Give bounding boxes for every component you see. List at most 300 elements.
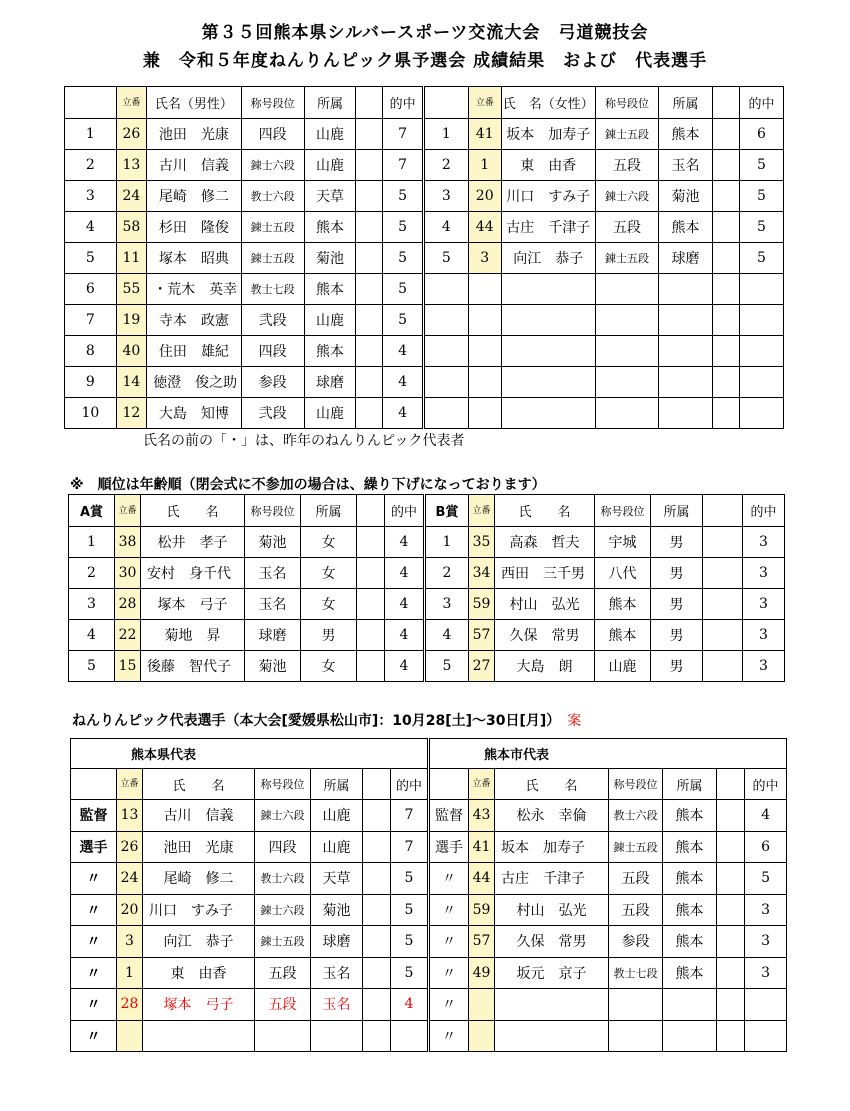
blank-cell (363, 1020, 391, 1052)
grade-cell: 錬士六段 (255, 894, 311, 926)
grade-cell: 弐段 (241, 305, 304, 336)
grade-cell: 五段 (255, 957, 311, 989)
table-row (71, 831, 787, 863)
number-cell: 40 (116, 336, 146, 367)
blank-cell (357, 589, 385, 620)
hits-cell: 3 (743, 651, 785, 682)
blank-cell (740, 336, 784, 367)
grade-cell: 錬士五段 (241, 212, 304, 243)
table-row (69, 527, 785, 558)
number-cell: 34 (469, 558, 495, 589)
blank-cell (713, 305, 740, 336)
name-cell: 坂本 加寿子 (495, 831, 609, 863)
hits-cell: 3 (743, 620, 785, 651)
role-cell: 監督 (429, 800, 469, 832)
number-cell: 3 (468, 243, 501, 274)
rank-cell: 3 (423, 181, 468, 212)
name-cell: 徳澄 俊之助 (147, 367, 242, 398)
table-row (71, 1020, 787, 1052)
rank-cell: 7 (65, 305, 117, 336)
rank-cell: 6 (65, 274, 117, 305)
name-cell: ・荒木 英幸 (147, 274, 242, 305)
grade-cell: 教士六段 (241, 181, 304, 212)
number-cell: 35 (469, 527, 495, 558)
grade-cell: 四段 (241, 336, 304, 367)
blank-cell (356, 398, 383, 429)
col-name-female: 氏 名（女性） (501, 87, 596, 119)
rank-cell: 4 (65, 212, 117, 243)
hits-cell: 7 (391, 800, 429, 832)
hits-cell: 5 (383, 305, 424, 336)
table-row (71, 863, 787, 895)
name-cell: 尾崎 修二 (143, 863, 255, 895)
role-cell: 選手 (71, 831, 117, 863)
number-cell: 11 (116, 243, 146, 274)
name-cell: 西田 三千男 (495, 558, 595, 589)
a-prize-label: A賞 (69, 495, 115, 527)
number-cell: 57 (469, 926, 495, 958)
blank-cell (717, 863, 745, 895)
rank-cell: 9 (65, 367, 117, 398)
blank-cell (713, 336, 740, 367)
club-cell: 球磨 (311, 926, 363, 958)
gender-cell: 女 (301, 558, 357, 589)
role-cell: 〃 (71, 894, 117, 926)
blank-cell (713, 398, 740, 429)
name-cell: 村山 弘光 (495, 894, 609, 926)
col-name-male: 氏名（男性） (147, 87, 242, 119)
club-cell: 球磨 (304, 367, 356, 398)
blank-cell (356, 274, 383, 305)
name-cell: 住田 雄紀 (147, 336, 242, 367)
blank-cell (356, 150, 383, 181)
table-row (65, 398, 784, 429)
blank-cell (357, 620, 385, 651)
blank-cell (363, 863, 391, 895)
number-cell: 12 (116, 398, 146, 429)
col-no: 立番 (468, 87, 501, 119)
blank-cell (717, 894, 745, 926)
city-title: 熊本市代表 (429, 739, 787, 769)
blank-cell (659, 336, 713, 367)
blank-cell (423, 274, 468, 305)
number-cell: 57 (469, 620, 495, 651)
draft-mark: 案 (567, 713, 582, 729)
number-cell (117, 1020, 143, 1052)
col-grade: 称号段位 (241, 87, 304, 119)
number-cell: 28 (115, 589, 141, 620)
club-cell: 菊池 (245, 651, 301, 682)
number-cell: 38 (115, 527, 141, 558)
blank-cell (501, 367, 596, 398)
role-cell: 〃 (429, 1020, 469, 1052)
number-cell: 26 (116, 119, 146, 150)
blank-cell (713, 150, 740, 181)
table-row (65, 150, 784, 181)
club-cell: 熊本 (595, 589, 651, 620)
name-cell: 寺本 政憲 (147, 305, 242, 336)
role-cell: 〃 (71, 989, 117, 1021)
name-cell: 久保 常男 (495, 926, 609, 958)
number-cell: 58 (116, 212, 146, 243)
hits-cell: 4 (385, 527, 425, 558)
blank-cell (363, 831, 391, 863)
blank-cell (740, 398, 784, 429)
blank-cell (423, 305, 468, 336)
table-row (71, 989, 787, 1021)
club-cell: 玉名 (311, 957, 363, 989)
blank-cell (363, 989, 391, 1021)
hits-cell: 4 (745, 800, 787, 832)
blank-cell (363, 894, 391, 926)
blank-cell (423, 336, 468, 367)
hits-cell: 6 (745, 831, 787, 863)
blank-cell (468, 336, 501, 367)
blank-cell (717, 957, 745, 989)
number-cell: 44 (468, 212, 501, 243)
name-cell: 川口 すみ子 (501, 181, 596, 212)
club-cell: 熊本 (663, 894, 717, 926)
role-cell: 〃 (429, 926, 469, 958)
number-cell (469, 989, 495, 1021)
col-club: 所属 (659, 87, 713, 119)
club-cell: 玉名 (659, 150, 713, 181)
hits-cell: 4 (385, 651, 425, 682)
col-grade: 称号段位 (596, 87, 659, 119)
hits-cell: 4 (385, 620, 425, 651)
grade-cell: 五段 (609, 894, 663, 926)
table-row (69, 589, 785, 620)
name-cell (143, 1020, 255, 1052)
club-cell (663, 1020, 717, 1052)
hits-cell: 3 (745, 926, 787, 958)
club-cell: 山鹿 (311, 800, 363, 832)
club-cell: 球磨 (245, 620, 301, 651)
representatives-title: ねんりんピック代表選手（本大会[愛媛県松山市]：10月28[土]～30日[月]） 案 (72, 713, 582, 729)
hits-cell: 3 (743, 558, 785, 589)
grade-cell: 四段 (255, 831, 311, 863)
blank-cell (703, 527, 743, 558)
number-cell: 19 (116, 305, 146, 336)
name-cell: 古川 信義 (147, 150, 242, 181)
rank-cell: 2 (423, 150, 468, 181)
grade-cell: 錬士五段 (609, 831, 663, 863)
number-cell: 59 (469, 589, 495, 620)
rank-cell: 2 (65, 150, 117, 181)
gender-cell: 女 (301, 527, 357, 558)
rank-cell: 2 (425, 558, 469, 589)
rank-cell: 1 (69, 527, 115, 558)
club-cell: 菊池 (304, 243, 356, 274)
col-rank (65, 87, 117, 119)
name-cell: 古庄 千津子 (501, 212, 596, 243)
blank-cell (501, 398, 596, 429)
role-cell: 〃 (429, 894, 469, 926)
club-cell: 熊本 (659, 119, 713, 150)
hits-cell: 5 (740, 243, 784, 274)
blank-cell (596, 305, 659, 336)
blank-cell (659, 274, 713, 305)
rank-cell: 3 (69, 589, 115, 620)
rank-cell: 1 (423, 119, 468, 150)
blank-cell (357, 527, 385, 558)
club-cell: 熊本 (304, 274, 356, 305)
club-cell: 山鹿 (304, 150, 356, 181)
name-cell: 菊地 昇 (141, 620, 245, 651)
grade-cell: 教士六段 (609, 800, 663, 832)
club-cell: 熊本 (663, 831, 717, 863)
table-row (65, 367, 784, 398)
blank-cell (501, 336, 596, 367)
grade-cell: 錬士五段 (596, 119, 659, 150)
hits-cell: 5 (740, 150, 784, 181)
blank-cell (356, 336, 383, 367)
number-cell: 28 (117, 989, 143, 1021)
name-cell: 塚本 弓子 (141, 589, 245, 620)
number-cell: 41 (468, 119, 501, 150)
club-cell: 菊池 (659, 181, 713, 212)
table-row (65, 336, 784, 367)
table-row (65, 274, 784, 305)
club-cell: 玉名 (245, 589, 301, 620)
name-cell: 安村 身千代 (141, 558, 245, 589)
name-cell: 大島 知博 (147, 398, 242, 429)
rank-cell: 4 (425, 620, 469, 651)
col-club: 所属 (304, 87, 356, 119)
grade-cell: 五段 (596, 150, 659, 181)
number-cell: 41 (469, 831, 495, 863)
name-cell: 後藤 智代子 (141, 651, 245, 682)
blank-cell (596, 367, 659, 398)
role-cell: 〃 (71, 957, 117, 989)
name-cell: 塚本 弓子 (143, 989, 255, 1021)
hits-cell: 4 (385, 589, 425, 620)
number-cell: 24 (116, 181, 146, 212)
table-row (69, 651, 785, 682)
rank-cell: 4 (69, 620, 115, 651)
club-cell: 宇城 (595, 527, 651, 558)
rank-cell: 5 (425, 651, 469, 682)
number-cell: 49 (469, 957, 495, 989)
role-cell: 〃 (71, 863, 117, 895)
rank-cell: 3 (425, 589, 469, 620)
club-cell: 山鹿 (304, 119, 356, 150)
blank-cell (468, 305, 501, 336)
name-cell: 東 由香 (501, 150, 596, 181)
gender-cell: 男 (651, 620, 703, 651)
representatives-table: 熊本県代表 熊本市代表 立番 氏 名 称号段位 所属 的中 立番 氏 名 称号段位 所属 的中 監督 13 古川 信義 錬士六段 山鹿 7 監督 43 松永 幸倫 教士六段 熊本 4 選手 26 池田 光康 四段 山鹿 7 選手 41 坂本 加寿子 錬士五段 熊本 6 〃 24 尾崎 修二 教士六段 天草 5 〃 44 古庄 千津子 五段 熊本 5 〃 20 川口 すみ子 錬士六段 菊池 5 〃 59 村山 弘光 五段 熊本 3 〃 3 向江 恭子 錬士五段 球磨 5 〃 57 久保 常男 参段 熊本 3 〃 1 東 由香 五段 玉名 5 〃 49 坂元 京子 教士七段 熊本 3 〃 28 塚本 弓子 五段 玉名 4 〃 〃 〃 (70, 738, 787, 1052)
rank-cell: 5 (69, 651, 115, 682)
number-cell: 13 (117, 800, 143, 832)
blank-cell (713, 119, 740, 150)
number-cell: 13 (116, 150, 146, 181)
blank-cell (356, 181, 383, 212)
table-row (65, 212, 784, 243)
blank-cell (356, 305, 383, 336)
name-cell: 松永 幸倫 (495, 800, 609, 832)
hits-cell (391, 1020, 429, 1052)
grade-cell: 錬士五段 (255, 926, 311, 958)
rank-cell: 1 (65, 119, 117, 150)
table-row (65, 243, 784, 274)
role-cell: 〃 (429, 957, 469, 989)
gender-cell: 男 (301, 620, 357, 651)
hits-cell: 4 (383, 336, 424, 367)
prize-table: A賞 立番 氏 名 称号段位 所属 的中 B賞 立番 氏 名 称号段位 所属 的中 1 38 松井 孝子 菊池 女 4 1 35 高森 哲夫 宇城 男 3 2 30 安村 身千代 玉名 女 4 2 34 西田 三千男 八代 男 3 3 28 塚本 弓子 玉名 女 4 3 59 村山 弘光 熊本 男 3 4 22 菊地 昇 球磨 男 4 4 57 久保 常男 熊本 男 3 5 15 後藤 智代子 菊池 女 4 5 27 大島 朗 山鹿 男 3 (68, 494, 785, 682)
grade-cell: 弐段 (241, 398, 304, 429)
hits-cell: 4 (383, 398, 424, 429)
club-cell: 熊本 (304, 336, 356, 367)
number-cell: 59 (469, 894, 495, 926)
table-row (65, 119, 784, 150)
blank-cell (468, 367, 501, 398)
hits-cell: 5 (391, 863, 429, 895)
grade-cell: 五段 (255, 989, 311, 1021)
grade-cell: 参段 (241, 367, 304, 398)
hits-cell: 7 (383, 150, 424, 181)
hits-cell: 4 (383, 367, 424, 398)
blank-cell (468, 274, 501, 305)
club-cell: 山鹿 (311, 831, 363, 863)
name-cell: 池田 光康 (147, 119, 242, 150)
name-cell (495, 989, 609, 1021)
name-cell: 久保 常男 (495, 620, 595, 651)
club-cell: 玉名 (311, 989, 363, 1021)
blank-cell (703, 620, 743, 651)
gender-cell: 男 (651, 589, 703, 620)
club-cell (663, 989, 717, 1021)
club-cell: 熊本 (663, 863, 717, 895)
rank-cell: 10 (65, 398, 117, 429)
blank-cell (713, 243, 740, 274)
hits-cell: 5 (383, 212, 424, 243)
role-cell: 監督 (71, 800, 117, 832)
club-cell: 菊池 (311, 894, 363, 926)
club-cell: 山鹿 (595, 651, 651, 682)
blank-cell (703, 589, 743, 620)
blank-cell (703, 558, 743, 589)
club-cell: 山鹿 (304, 398, 356, 429)
club-cell: 菊池 (245, 527, 301, 558)
blank-cell (356, 367, 383, 398)
rank-cell: 8 (65, 336, 117, 367)
number-cell: 20 (117, 894, 143, 926)
number-cell: 26 (117, 831, 143, 863)
name-cell: 塚本 昭典 (147, 243, 242, 274)
b-prize-label: B賞 (425, 495, 469, 527)
rank-cell: 3 (65, 181, 117, 212)
role-cell: 〃 (71, 1020, 117, 1052)
club-cell: 熊本 (663, 926, 717, 958)
blank-cell (659, 305, 713, 336)
grade-cell: 錬士六段 (255, 800, 311, 832)
blank-cell (717, 989, 745, 1021)
club-cell: 天草 (304, 181, 356, 212)
gender-cell: 女 (301, 651, 357, 682)
hits-cell: 5 (391, 894, 429, 926)
name-cell: 川口 すみ子 (143, 894, 255, 926)
blank-cell (596, 274, 659, 305)
name-cell: 東 由香 (143, 957, 255, 989)
grade-cell: 参段 (609, 926, 663, 958)
name-cell: 高森 哲夫 (495, 527, 595, 558)
club-cell: 熊本 (663, 800, 717, 832)
blank-cell (740, 274, 784, 305)
gender-cell: 男 (651, 558, 703, 589)
grade-cell (255, 1020, 311, 1052)
hits-cell: 3 (743, 527, 785, 558)
grade-cell: 錬士五段 (596, 243, 659, 274)
grade-cell (609, 989, 663, 1021)
club-cell (311, 1020, 363, 1052)
hits-cell: 7 (391, 831, 429, 863)
hits-cell: 5 (391, 926, 429, 958)
name-cell: 向江 恭子 (501, 243, 596, 274)
club-cell: 熊本 (663, 957, 717, 989)
grade-cell: 錬士六段 (596, 181, 659, 212)
grade-cell (609, 1020, 663, 1052)
number-cell: 22 (115, 620, 141, 651)
hits-cell: 3 (743, 589, 785, 620)
blank-cell (363, 957, 391, 989)
name-cell: 古川 信義 (143, 800, 255, 832)
hits-cell: 7 (383, 119, 424, 150)
club-cell: 天草 (311, 863, 363, 895)
blank-cell (363, 800, 391, 832)
hits-cell: 4 (385, 558, 425, 589)
number-cell: 30 (115, 558, 141, 589)
number-cell (469, 1020, 495, 1052)
hits-cell: 6 (740, 119, 784, 150)
gender-cell: 男 (651, 527, 703, 558)
club-cell: 山鹿 (304, 305, 356, 336)
col-hits: 的中 (740, 87, 784, 119)
name-cell: 村山 弘光 (495, 589, 595, 620)
blank-cell (717, 831, 745, 863)
order-note: ※ 順位は年齢順（閉会式に不参加の場合は、繰り下げになっております） (70, 477, 546, 493)
club-cell: 熊本 (659, 212, 713, 243)
blank-cell (356, 243, 383, 274)
gender-cell: 女 (301, 589, 357, 620)
blank-cell (423, 367, 468, 398)
role-cell: 〃 (429, 989, 469, 1021)
rank-cell: 5 (65, 243, 117, 274)
number-cell: 14 (116, 367, 146, 398)
grade-cell: 錬士六段 (241, 150, 304, 181)
club-cell: 熊本 (304, 212, 356, 243)
club-cell: 熊本 (595, 620, 651, 651)
blank-cell (717, 1020, 745, 1052)
blank-cell (596, 336, 659, 367)
blank-cell (501, 305, 596, 336)
blank-cell (363, 926, 391, 958)
name-cell: 古庄 千津子 (495, 863, 609, 895)
blank-cell (740, 367, 784, 398)
name-cell: 尾崎 修二 (147, 181, 242, 212)
name-cell: 大島 朗 (495, 651, 595, 682)
number-cell: 44 (469, 863, 495, 895)
number-cell: 43 (469, 800, 495, 832)
title-line-1: 第３５回熊本県シルバースポーツ交流大会 弓道競技会 (201, 23, 649, 43)
col-no: 立番 (116, 87, 146, 119)
number-cell: 55 (116, 274, 146, 305)
table-row (65, 305, 784, 336)
table-row (69, 558, 785, 589)
blank-cell (713, 212, 740, 243)
blank-cell (713, 181, 740, 212)
representative-note: 氏名の前の「・」は、昨年のねんりんピック代表者 (143, 433, 465, 449)
hits-cell: 5 (383, 243, 424, 274)
